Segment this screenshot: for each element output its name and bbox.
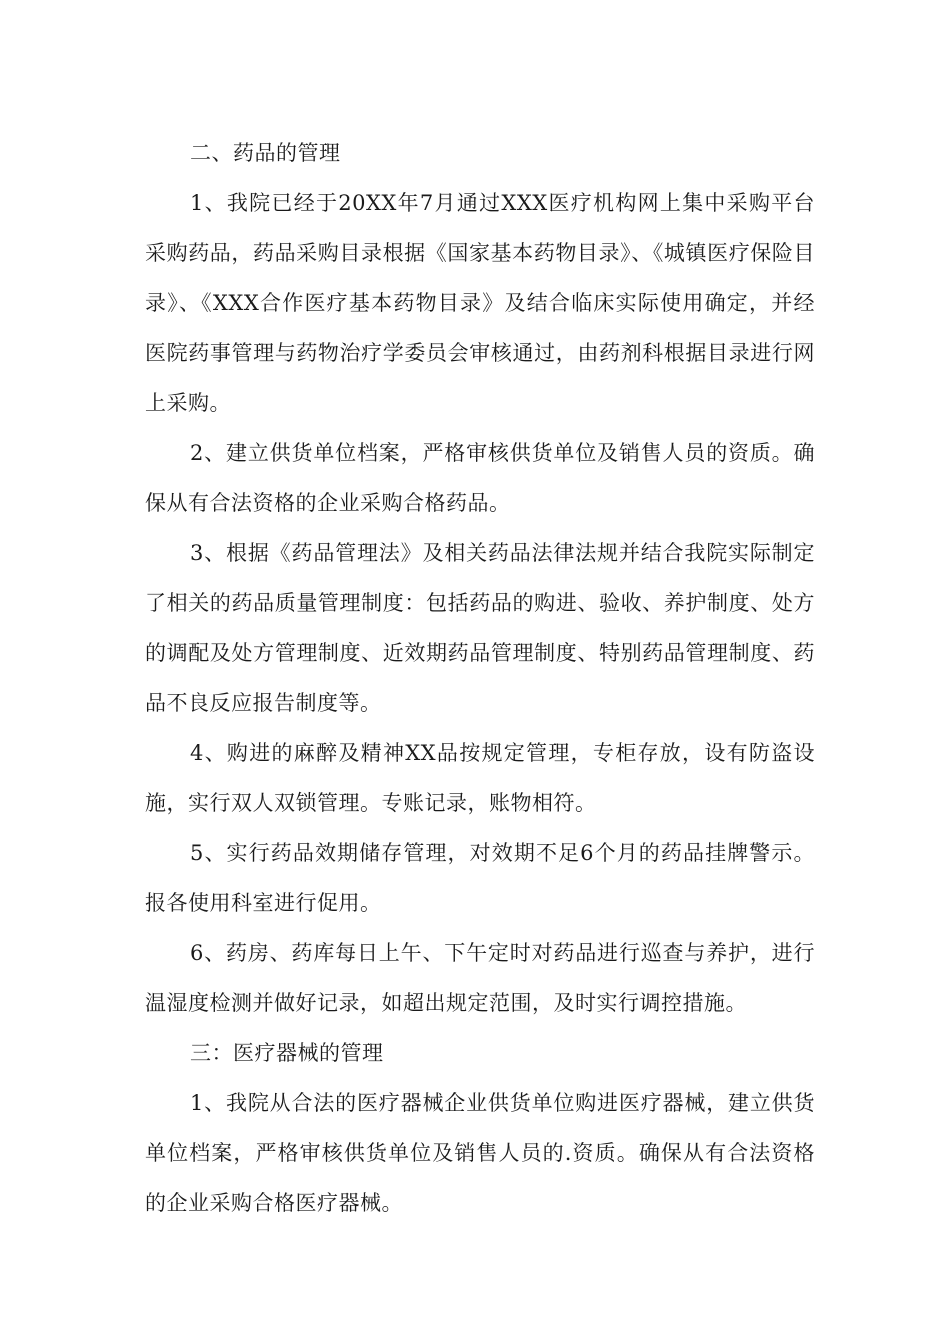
document-body xyxy=(145,128,815,1228)
paragraph-supplier-archive: 2、建立供货单位档案，严格审核供货单位及销售人员的资质。确保从有合法资格的企业采购合格药品。 xyxy=(145,441,815,515)
paragraph-drug-procurement: 1、我院已经于20XX年7月通过XXX医疗机构网上集中采购平台采购药品，药品采购目录根据《国家基本药物目录》、《城镇医疗保险目录》、《XXX合作医疗基本药物目录》及结合临床实际使用确定，并经医院药事管理与药物治疗学委员会审核通过，由药剂科根据目录进行网上采购。 xyxy=(145,191,815,415)
paragraph-narcotics-management: 4、购进的麻醉及精神XX品按规定管理，专柜存放，设有防盗设施，实行双人双锁管理。专账记录，账物相符。 xyxy=(145,741,815,815)
section-heading-devices: 三：医疗器械的管理 xyxy=(190,1041,384,1065)
paragraph-device-procurement: 1、我院从合法的医疗器械企业供货单位购进医疗器械，建立供货单位档案，严格审核供货单位及销售人员的.资质。确保从有合法资格的企业采购合格医疗器械。 xyxy=(145,1091,815,1215)
section-heading-drugs: 二、药品的管理 xyxy=(190,141,341,165)
paragraph-inspection: 6、药房、药库每日上午、下午定时对药品进行巡查与养护，进行温湿度检测并做好记录，如超出规定范围，及时实行调控措施。 xyxy=(145,941,815,1015)
paragraph-expiry-management: 5、实行药品效期储存管理，对效期不足6个月的药品挂牌警示。报各使用科室进行促用。 xyxy=(145,841,815,915)
paragraph-quality-system: 3、根据《药品管理法》及相关药品法律法规并结合我院实际制定了相关的药品质量管理制度：包括药品的购进、验收、养护制度、处方的调配及处方管理制度、近效期药品管理制度、特别药品管理制度、药品不良反应报告制度等。 xyxy=(145,541,815,715)
